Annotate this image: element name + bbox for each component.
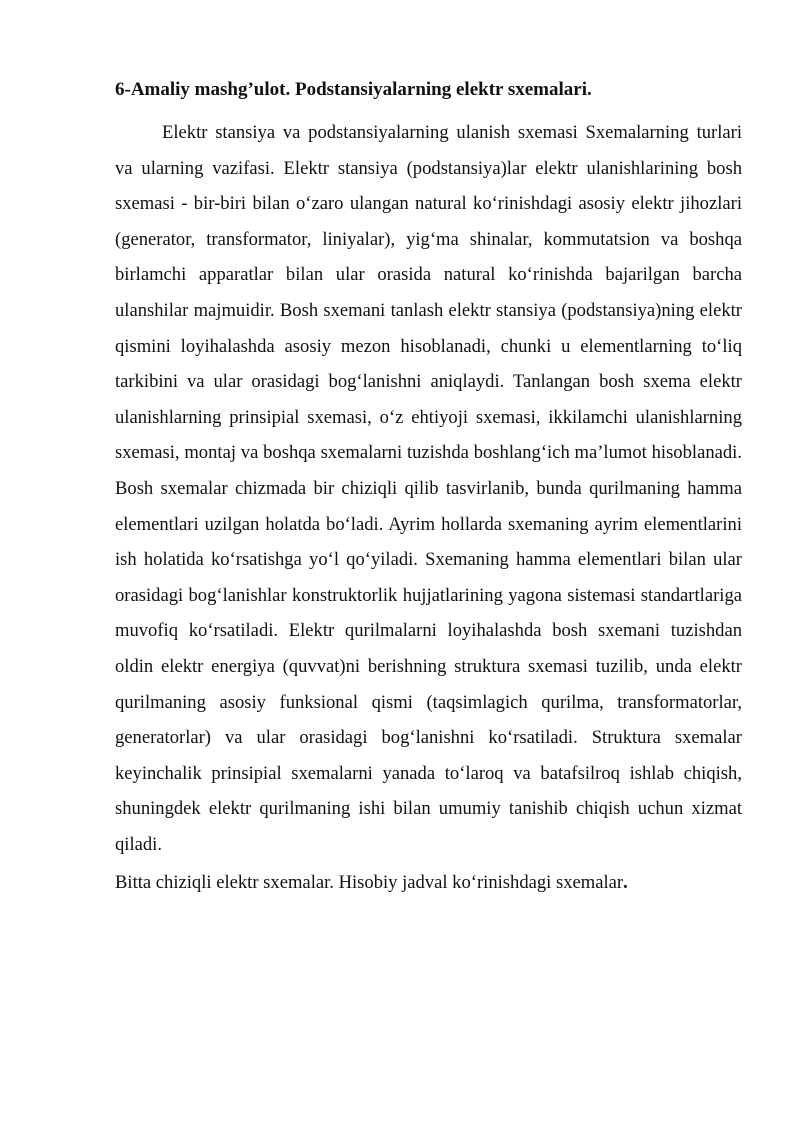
section-line — [115, 870, 742, 896]
section-line-text: Bitta chiziqli elektr sxemalar. Hisobiy jadval ko‘rinishdagi sxemalar — [115, 872, 624, 894]
section-line-dot: . — [623, 872, 628, 894]
body-paragraph: Elektr stansiya va podstansiyalarning ulanish sxemasi Sxemalarning turlari va ularning vazifasi. Elektr stansiya (podstansiya)lar elektr ulanishlarining bosh sxemasi - bir-biri bilan o‘zaro ulangan natural ko‘rinishdagi asosiy elektr jihozlari (generator, transformator, liniyalar), yig‘ma shinalar, kommutatsion va boshqa birlamchi apparatlar bilan ular orasida natural ko‘rinishda bajarilgan barcha ulanshilar majmuidir. Bosh sxemani tanlash elektr stansiya (podstansiya)ning elektr qismini loyihalashda asosiy mezon hisoblanadi, chunki u elementlarning to‘liq tarkibini va ular orasidagi bog‘lanishni aniqlaydi. Tanlangan bosh sxema elektr ulanishlarning prinsipial sxemasi, o‘z ehtiyoji sxemasi, ikkilamchi ulanishlarning sxemasi, montaj va boshqa sxemalarni tuzishda boshlang‘ich ma’lumot hisoblanadi. Bosh sxemalar chizmada bir chiziqli qilib tasvirlanib, bunda qurilmaning hamma elementlari uzilgan holatda bo‘ladi. Ayrim hollarda sxemaning ayrim elementlarini ish holatida ko‘rsatishga yo‘l qo‘yiladi. Sxemaning hamma elementlari bilan ular orasidagi bog‘lanishlar konstruktorlik hujjatlarining yagona sistemasi standartlariga muvofiq ko‘rsatiladi. Elektr qurilmalarni loyihalashda bosh sxemani tuzishdan oldin elektr energiya (quvvat)ni berishning struktura sxemasi tuzilib, unda elektr qurilmaning asosiy funksional qismi (taqsimlagich qurilma, transformatorlar, generatorlar) va ular orasidagi bog‘lanishni ko‘rsatiladi. Struktura sxemalar keyinchalik prinsipial sxemalarni yanada to‘laroq va batafsilroq ishlab chiqish, shuningdek elektr qurilmaning ishi bilan umumiy tanishib chiqish uchun xizmat qiladi. — [115, 122, 742, 855]
document-title: 6-Amaliy mashg’ulot. Podstansiyalarning elektr sxemalari. — [115, 79, 592, 100]
